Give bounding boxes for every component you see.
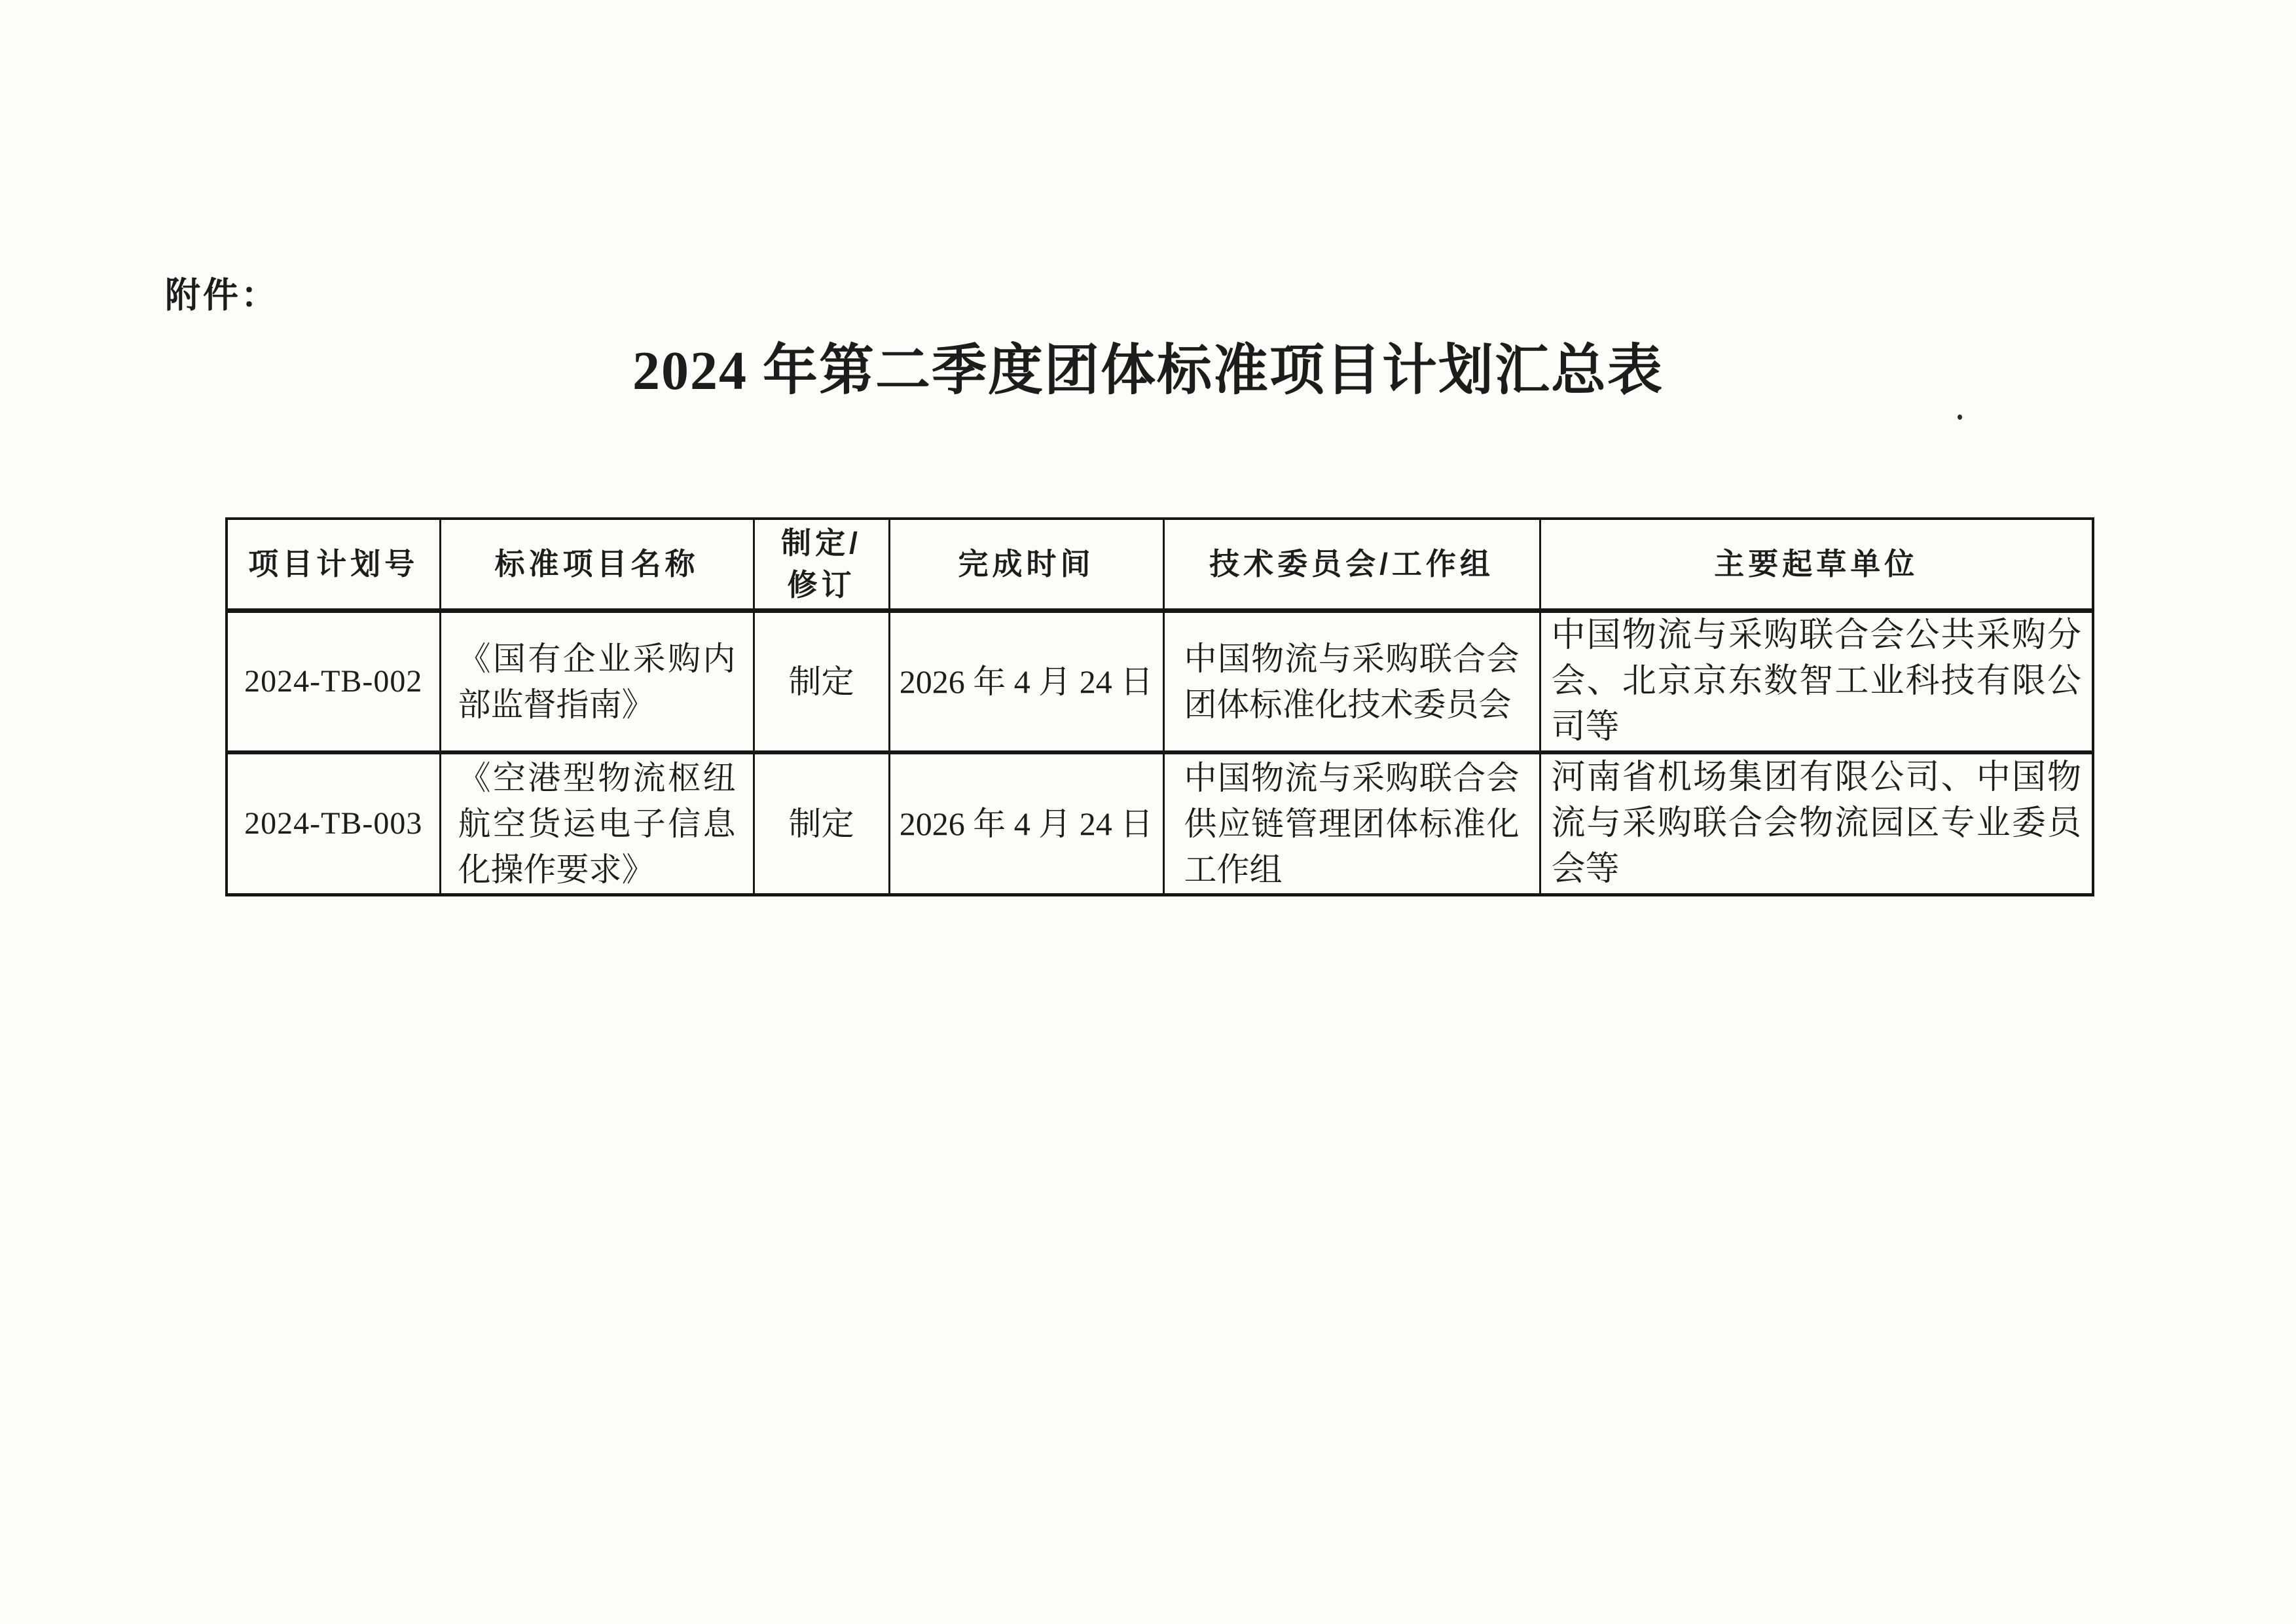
col-header-drafting-units: 主要起草单位 bbox=[1540, 519, 2093, 610]
scan-speck bbox=[1958, 415, 1962, 420]
col-header-committee: 技术委员会/工作组 bbox=[1163, 519, 1540, 610]
cell-plan-no: 2024-TB-002 bbox=[227, 610, 440, 752]
cell-deadline: 2026 年 4 月 24 日 bbox=[889, 610, 1163, 752]
cell-type: 制定 bbox=[754, 610, 889, 752]
plan-table bbox=[225, 517, 2094, 896]
col-header-completion-time: 完成时间 bbox=[889, 519, 1163, 610]
attachment-label: 附件： bbox=[165, 276, 279, 315]
table-row bbox=[227, 752, 2093, 895]
cell-drafters: 河南省机场集团有限公司、中国物流与采购联合会物流园区专业委员会等 bbox=[1540, 752, 2093, 895]
cell-committee: 中国物流与采购联合会供应链管理团体标准化工作组 bbox=[1163, 752, 1540, 895]
cell-project-name: 《空港型物流枢纽航空货运电子信息化操作要求》 bbox=[440, 752, 754, 895]
col-header-formulate-revise: 制定/修订 bbox=[754, 519, 889, 610]
cell-deadline: 2026 年 4 月 24 日 bbox=[889, 752, 1163, 895]
col-header-project-name: 标准项目名称 bbox=[440, 519, 754, 610]
page-title: 2024 年第二季度团体标准项目计划汇总表 bbox=[632, 341, 1664, 401]
cell-committee: 中国物流与采购联合会团体标准化技术委员会 bbox=[1163, 610, 1540, 752]
cell-type: 制定 bbox=[754, 752, 889, 895]
col-header-plan-no: 项目计划号 bbox=[227, 519, 440, 610]
table-row bbox=[227, 610, 2093, 752]
header-row bbox=[227, 519, 2093, 610]
cell-project-name: 《国有企业采购内部监督指南》 bbox=[440, 610, 754, 752]
cell-plan-no: 2024-TB-003 bbox=[227, 752, 440, 895]
cell-drafters: 中国物流与采购联合会公共采购分会、北京京东数智工业科技有限公司等 bbox=[1540, 610, 2093, 752]
